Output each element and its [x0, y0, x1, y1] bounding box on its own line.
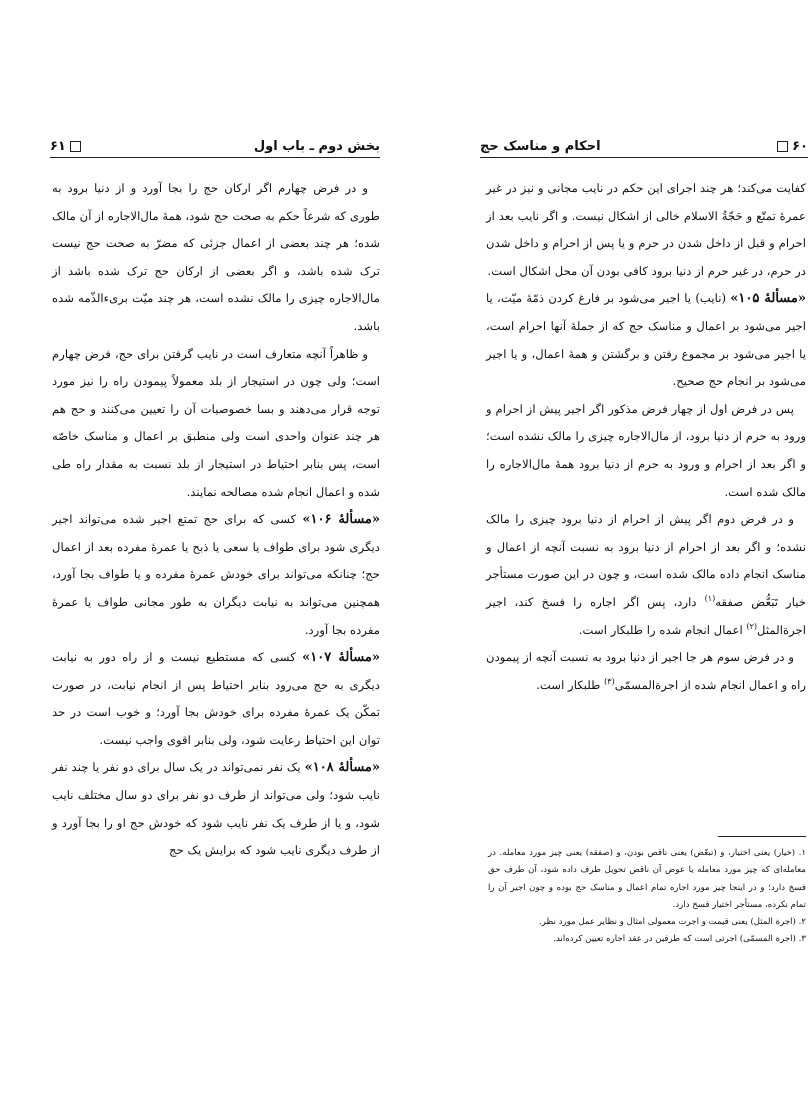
- issue-label: «مسألهٔ ۱۰۶»: [302, 512, 381, 528]
- paragraph: و ظاهراً آنچه متعارف است در نایب گرفتن برای حج، فرض چهارم است؛ ولی چون در استیجار از بلد معمولاً پیمودن راه را نیز مورد توجه قرار می‌دهند و بسا خصوصیات آن را تعیین می‌کنند و حج هم هر چند عنوان واحدی است ولی منطبق بر اعمال و مناسک خاصّه است، پس بنابر احتیاط در استیجار از بلد نسبت به مقدار راه طی شده و اعمال انجام شده مصالحه نمایند.: [52, 346, 380, 499]
- footnote: ۱. (خیار) یعنی اختیار، و (تبعّض) یعنی ناقص بودن، و (صفقه) یعنی چیز مورد معامله. در معامله‌ای که چیز مورد معامله یا عوض آن ناقص تحویل طرف داده شود، آن طرف حق فسخ دارد؛ و در اینجا چیز مورد اجاره تمام اعمال و مناسک حج بوده و چون اجیر آن را تمام نکرده، مستأجر اختیار فسخ دارد.: [488, 848, 806, 910]
- footnote-ref: (۳): [604, 676, 615, 686]
- issue-text: کسی که مستطیع نیست و از راه دور به نیابت دیگری به حج می‌رود بنابر احتیاط پس از انجام نیابت، در صورت تمکّن یک عمرهٔ مفرده برای خودش بجا آورد؛ و خوب است در حد توان این احتیاط رعایت شود، ولی بنابر اقوی واجب نیست.: [52, 650, 380, 747]
- book-title: احکام و مناسک حج: [480, 139, 601, 154]
- left-page: [0, 0, 400, 1100]
- paragraph: کفایت می‌کند؛ هر چند اجرای این حکم در نایب مجانی و نیز در غیر عمرهٔ تمتّع و حَجّةُ الاسلام خالی از اشکال نیست. و اگر نایب بعد از احرام و قبل از داخل شدن در حرم و یا پس از احرام و داخل شدن در حرم، در غیر حرم از دنیا برود کافی بودن آن محل اشکال است.: [486, 181, 806, 278]
- footnote-ref: (۱): [704, 594, 716, 604]
- page-number: ۶۱: [50, 139, 81, 154]
- footnote-divider: [718, 836, 806, 837]
- issue-label: «مسألهٔ ۱۰۸»: [304, 760, 381, 776]
- left-body: [52, 175, 380, 865]
- issue-label: «مسألهٔ ۱۰۵»: [730, 291, 806, 307]
- page-marker-icon: [70, 141, 81, 152]
- issue-label: «مسألهٔ ۱۰۷»: [302, 650, 380, 666]
- paragraph: و در فرض سوم هر جا اجیر از دنیا برود به نسبت آنچه از پیمودن راه و اعمال انجام شده از اجرةالمسمّی$^{(۳)}$ طلبکار است.: [486, 650, 806, 692]
- footnote-ref: (۲): [746, 621, 757, 631]
- page-marker-icon: [777, 141, 788, 152]
- footnote: ۳. (اجرة المسمّی) اجرتی است که طرفین در عقد اجاره تعیین کرده‌اند.: [553, 934, 806, 945]
- section-title: بخش دوم ـ باب اول: [253, 139, 380, 154]
- right-body: [486, 175, 806, 699]
- footnote: ۲. (اجرة المثل) یعنی قیمت و اجرت معمولی امثال و نظایر عمل مورد نظر.: [539, 917, 806, 928]
- issue-105: [486, 285, 806, 395]
- footnotes: [488, 845, 806, 949]
- page-header: [50, 126, 380, 158]
- issue-text: یک نفر نمی‌تواند در یک سال برای دو نفر یا چند نفر نایب شود؛ ولی می‌تواند از طرف دو نفر برای دو سال مختلف نایب شود، و یا از طرف یک نفر نایب شود که خودش حج او را بجا آورد و از طرف دیگری نایب شود که برایش یک حج: [52, 760, 380, 858]
- page-number: ۶۰: [777, 139, 808, 154]
- paragraph: پس در فرض اول از چهار فرض مذکور اگر اجیر پیش از احرام و ورود به حرم از دنیا برود، از مال‌الاجاره چیزی را مالک نشده است؛ و اگر بعد از احرام و ورود به حرم از دنیا برود همهٔ مال‌الاجاره را مالک شده است.: [486, 401, 806, 499]
- issue-text: (نایب) یا اجیر می‌شود بر فارغ کردن ذمّهٔ میّت، یا اجیر می‌شود بر اعمال و مناسک حج که از جملهٔ آنها احرام است، یا اجیر می‌شود بر مجموع رفتن و برگشتن و همهٔ اعمال، و یا اجیر می‌شود بر انجام حج صحیح.: [486, 291, 806, 389]
- issue-106: [52, 506, 380, 644]
- issue-text: کسی که برای حج تمتع اجیر شده می‌تواند اجیر دیگری شود برای طواف یا سعی یا ذبح یا عمرهٔ مفرده بعد از اعمال حج؛ چنانکه می‌تواند برای خودش عمرهٔ مفرده و یا طواف بجا آورد، همچنین می‌تواند به نیابت دیگران به طور مجانی طواف یا عمرهٔ مفرده بجا آورد.: [52, 512, 380, 637]
- page-header: [480, 126, 808, 158]
- issue-108: [52, 754, 380, 864]
- paragraph: و در فرض دوم اگر پیش از احرام از دنیا برود چیزی را مالک نشده؛ و اگر بعد از احرام از دنیا برود به نسبت آنچه از اعمال و مناسک انجام داده مالک شده است، و چون در این صورت مستأجر خیار تَبَعُّض صفقه$^{(۱)}$ دارد، پس اگر اجاره را فسخ کند، اجیر اجرةالمثل$^{(۲)}$ اعمال انجام شده را طلبکار است.: [486, 512, 807, 637]
- paragraph: و در فرض چهارم اگر ارکان حج را بجا آورد و از دنیا برود به طوری که شرعاً حکم به صحت حج شود، همهٔ مال‌الاجاره از آن مالک شده؛ هر چند بعضی از اعمال جزئی که مضرّ به صحت حج نیست ترک شده باشد، و اگر بعضی از ارکان حج ترک شده باشد از مال‌الاجاره چیزی را مالک نشده است، هر چند میّت بریء‌الذّمه شده باشد.: [52, 181, 380, 333]
- issue-107: [52, 644, 380, 754]
